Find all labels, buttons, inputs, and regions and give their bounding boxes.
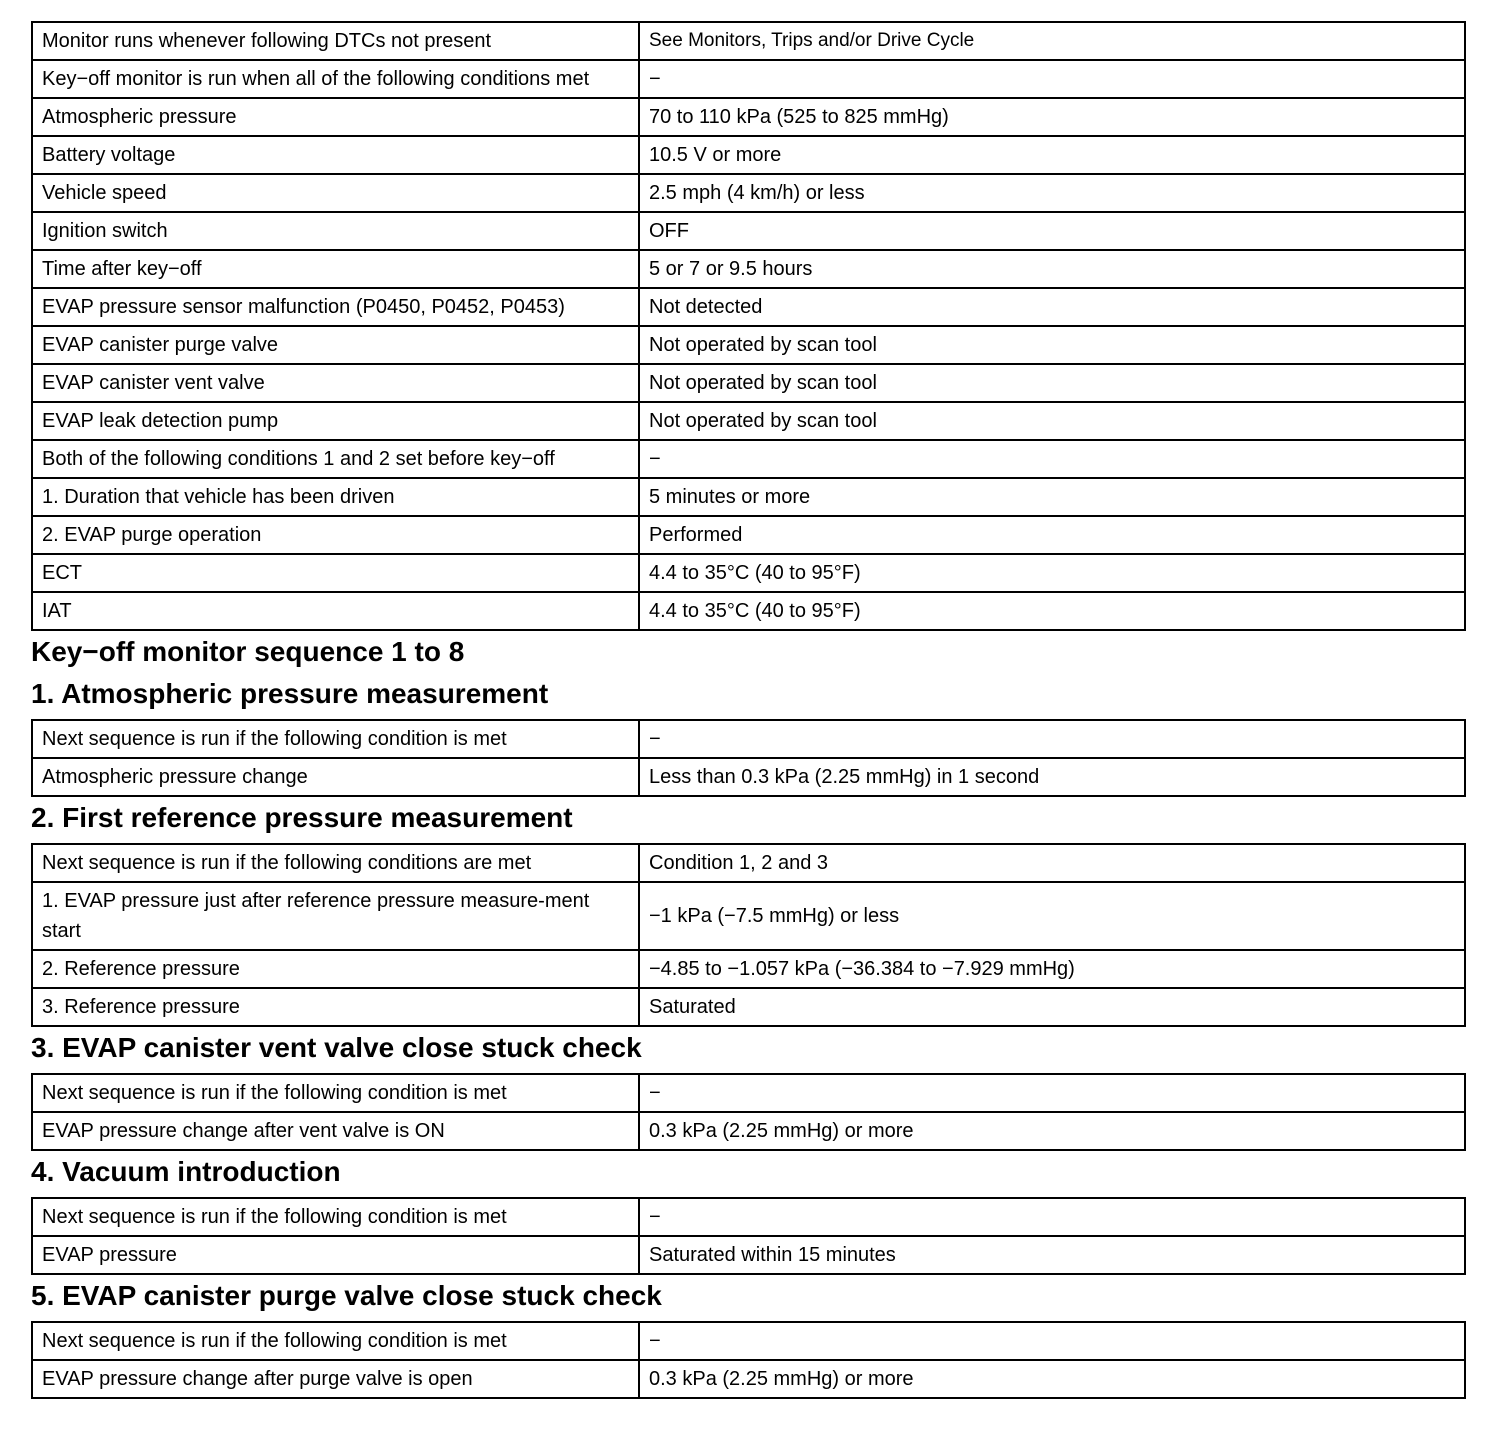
condition-value: Not operated by scan tool bbox=[639, 402, 1465, 440]
section-table bbox=[31, 1321, 1466, 1399]
condition-value: − bbox=[639, 720, 1465, 758]
condition-label: Next sequence is run if the following condition is met bbox=[32, 720, 639, 758]
condition-label: EVAP canister purge valve bbox=[32, 326, 639, 364]
condition-value: −1 kPa (−7.5 mmHg) or less bbox=[639, 882, 1465, 950]
condition-value: − bbox=[639, 60, 1465, 98]
section-table bbox=[31, 843, 1466, 1027]
condition-value: 0.3 kPa (2.25 mmHg) or more bbox=[639, 1360, 1465, 1398]
condition-label: Next sequence is run if the following conditions are met bbox=[32, 844, 639, 882]
condition-label: Battery voltage bbox=[32, 136, 639, 174]
table-row bbox=[32, 440, 1465, 478]
table-row bbox=[32, 22, 1465, 60]
section-table bbox=[31, 1197, 1466, 1275]
condition-label: 2. Reference pressure bbox=[32, 950, 639, 988]
condition-value: −4.85 to −1.057 kPa (−36.384 to −7.929 mmHg) bbox=[639, 950, 1465, 988]
document-page bbox=[31, 21, 1463, 1399]
condition-value: − bbox=[639, 1074, 1465, 1112]
condition-value: Saturated bbox=[639, 988, 1465, 1026]
condition-label: IAT bbox=[32, 592, 639, 630]
condition-value: 4.4 to 35°C (40 to 95°F) bbox=[639, 592, 1465, 630]
condition-label: Atmospheric pressure bbox=[32, 98, 639, 136]
condition-value: Not operated by scan tool bbox=[639, 326, 1465, 364]
condition-value: Saturated within 15 minutes bbox=[639, 1236, 1465, 1274]
section-heading: 3. EVAP canister vent valve close stuck check bbox=[31, 1032, 642, 1063]
condition-label: Next sequence is run if the following condition is met bbox=[32, 1322, 639, 1360]
condition-value: 2.5 mph (4 km/h) or less bbox=[639, 174, 1465, 212]
sequence-title: Key−off monitor sequence 1 to 8 bbox=[31, 636, 465, 667]
condition-label: 3. Reference pressure bbox=[32, 988, 639, 1026]
condition-label: Next sequence is run if the following condition is met bbox=[32, 1198, 639, 1236]
condition-label: EVAP pressure bbox=[32, 1236, 639, 1274]
condition-value: − bbox=[639, 1322, 1465, 1360]
table-row bbox=[32, 1198, 1465, 1236]
condition-value: 4.4 to 35°C (40 to 95°F) bbox=[639, 554, 1465, 592]
table-row bbox=[32, 288, 1465, 326]
condition-value: OFF bbox=[639, 212, 1465, 250]
condition-value: Condition 1, 2 and 3 bbox=[639, 844, 1465, 882]
condition-label: Ignition switch bbox=[32, 212, 639, 250]
condition-value: Less than 0.3 kPa (2.25 mmHg) in 1 second bbox=[639, 758, 1465, 796]
table-row bbox=[32, 1112, 1465, 1150]
condition-value: 70 to 110 kPa (525 to 825 mmHg) bbox=[639, 98, 1465, 136]
condition-label: 1. Duration that vehicle has been driven bbox=[32, 478, 639, 516]
table-row bbox=[32, 758, 1465, 796]
condition-label: EVAP pressure change after purge valve is open bbox=[32, 1360, 639, 1398]
table-row bbox=[32, 212, 1465, 250]
condition-value: 10.5 V or more bbox=[639, 136, 1465, 174]
condition-label: EVAP canister vent valve bbox=[32, 364, 639, 402]
condition-label: EVAP pressure sensor malfunction (P0450, P0452, P0453) bbox=[32, 288, 639, 326]
table-row bbox=[32, 720, 1465, 758]
table-row bbox=[32, 516, 1465, 554]
condition-label: Vehicle speed bbox=[32, 174, 639, 212]
table-row bbox=[32, 250, 1465, 288]
table-row bbox=[32, 364, 1465, 402]
condition-value: 5 minutes or more bbox=[639, 478, 1465, 516]
table-row bbox=[32, 844, 1465, 882]
condition-label: Next sequence is run if the following condition is met bbox=[32, 1074, 639, 1112]
table-row bbox=[32, 882, 1465, 950]
table-row bbox=[32, 402, 1465, 440]
table-row bbox=[32, 478, 1465, 516]
section-heading: 5. EVAP canister purge valve close stuck check bbox=[31, 1280, 662, 1311]
condition-label: 2. EVAP purge operation bbox=[32, 516, 639, 554]
condition-label: EVAP leak detection pump bbox=[32, 402, 639, 440]
condition-label: 1. EVAP pressure just after reference pressure measure-ment start bbox=[32, 882, 639, 950]
table-row bbox=[32, 1360, 1465, 1398]
table-row bbox=[32, 174, 1465, 212]
section-heading: 1. Atmospheric pressure measurement bbox=[31, 678, 549, 709]
table-row bbox=[32, 98, 1465, 136]
condition-value: Not detected bbox=[639, 288, 1465, 326]
conditions-table bbox=[31, 21, 1466, 631]
table-row bbox=[32, 326, 1465, 364]
condition-label: ECT bbox=[32, 554, 639, 592]
table-row bbox=[32, 950, 1465, 988]
condition-label: Key−off monitor is run when all of the following conditions met bbox=[32, 60, 639, 98]
section-table bbox=[31, 1073, 1466, 1151]
table-row bbox=[32, 136, 1465, 174]
table-row bbox=[32, 1236, 1465, 1274]
condition-value: 5 or 7 or 9.5 hours bbox=[639, 250, 1465, 288]
condition-label: Monitor runs whenever following DTCs not present bbox=[32, 22, 639, 60]
table-row bbox=[32, 988, 1465, 1026]
section-table bbox=[31, 719, 1466, 797]
condition-value: Performed bbox=[639, 516, 1465, 554]
condition-label: EVAP pressure change after vent valve is ON bbox=[32, 1112, 639, 1150]
table-row bbox=[32, 1074, 1465, 1112]
section-heading: 2. First reference pressure measurement bbox=[31, 802, 573, 833]
table-row bbox=[32, 1322, 1465, 1360]
condition-label: Both of the following conditions 1 and 2 set before key−off bbox=[32, 440, 639, 478]
condition-value: − bbox=[639, 1198, 1465, 1236]
table-row bbox=[32, 592, 1465, 630]
table-row bbox=[32, 60, 1465, 98]
condition-label: Time after key−off bbox=[32, 250, 639, 288]
condition-value: − bbox=[639, 440, 1465, 478]
condition-label: Atmospheric pressure change bbox=[32, 758, 639, 796]
condition-value: Not operated by scan tool bbox=[639, 364, 1465, 402]
table-row bbox=[32, 554, 1465, 592]
condition-value: See Monitors, Trips and/or Drive Cycle bbox=[639, 22, 1465, 60]
section-heading: 4. Vacuum introduction bbox=[31, 1156, 341, 1187]
condition-value: 0.3 kPa (2.25 mmHg) or more bbox=[639, 1112, 1465, 1150]
